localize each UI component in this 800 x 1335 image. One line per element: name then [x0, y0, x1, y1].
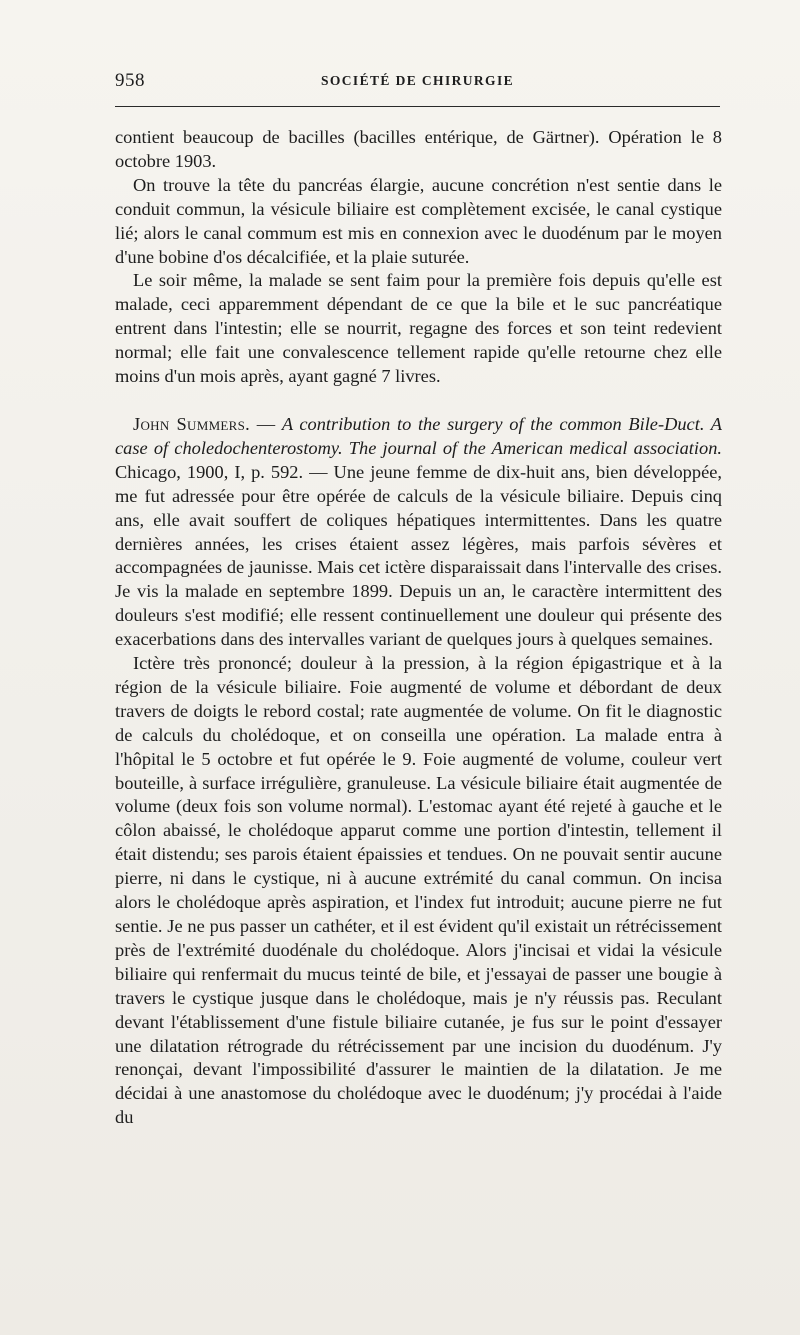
citation-source: Chicago, 1900, I, p. 592.	[115, 461, 304, 482]
page-header	[115, 70, 720, 94]
paragraph-operation: Ictère très prononcé; douleur à la pression, à la région épigastrique et à la région de la vésicule biliaire. Foie augmenté de volume et débordant de deux travers de doigts le rebord costal; rate augmentée de volume. On fit le diagnostic de calculs du cholédoque, et on conseilla une opération. La malade entra à l'hôpital le 5 octobre et fut opérée le 9. Foie augmenté de volume, couleur vert bouteille, à surface irrégulière, granuleuse. La vésicule biliaire était augmentée de volume (deux fois son volume normal). L'estomac ayant été rejeté à gauche et le côlon abaissé, le cholédoque apparut comme une portion d'intestin, tellement il était distendu; ses parois étaient épaissies et tendues. On ne pouvait sentir aucune pierre, ni dans le cystique, ni à aucune extrémité du canal commun. On incisa alors le cholédoque après aspiration, et l'index fut introduit; aucune pierre ne fut sentie. Je ne pus passer un cathéter, et il est évident qu'il existait un rétrécissement près de l'extrémité duodénale du cholédoque. Alors j'incisai et vidai la vésicule biliaire qui renfermait du mucus teinté de bile, et j'essayai de passer une bougie à travers le cystique jusque dans le cholédoque, mais je n'y réussis pas. Reculant devant l'établissement d'une fistule biliaire cutanée, je fus sur le point d'essayer une dilatation rétrograde du rétrécissement par une incision du duodénum. J'y renonçai, devant l'impossibilité d'assurer le maintien de la dilatation. Je me décidai à une anastomose du cholédoque avec le duodénum; j'y procédai à l'aide du	[115, 653, 722, 1128]
body-text	[115, 126, 722, 1130]
header-rule	[115, 106, 720, 107]
paragraph-continuation: contient beaucoup de bacilles (bacilles entérique, de Gärtner). Opération le 8 octobre 1903.	[115, 127, 722, 171]
page-number: 958	[115, 70, 145, 91]
case-description: — Une jeune femme de dix-huit ans, bien développée, me fut adressée pour être opérée de calculs de la vésicule biliaire. Depuis cinq ans, elle avait souffert de coliques hépatiques intermittentes. Dans les quatre dernières années, les crises étaient assez légères, mais parfois sévères et accompagnées de jaunisse. Mais cet ictère disparaissait dans l'intervalle des crises. Je vis la malade en septembre 1899. Depuis un an, le caractère intermittent des douleurs s'est modifié; elle ressent continuellement une douleur qui présente des exacerbations dans des intervalles variant de quelques jours à quelques semaines.	[115, 461, 722, 650]
citation-dash: —	[250, 413, 282, 434]
paragraph-evening: Le soir même, la malade se sent faim pour la première fois depuis qu'elle est malade, ceci apparemment dépendant de ce que la bile et le suc pancréatique entrent dans l'intestin; elle se nourrit, regagne des forces et son teint redevient normal; elle fait une convalescence tellement rapide qu'elle retourne chez elle moins d'un mois après, ayant gagné 7 livres.	[115, 270, 722, 387]
paragraph-pancreas: On trouve la tête du pancréas élargie, aucune concrétion n'est sentie dans le conduit commun, la vésicule biliaire est complètement excisée, le canal cystique lié; alors le canal commum est mis en connexion avec le duodénum par le moyen d'une bobine d'os décalcifiée, et la plaie suturée.	[115, 174, 722, 267]
running-title: SOCIÉTÉ DE CHIRURGIE	[320, 73, 515, 88]
citation-author: John Summers.	[133, 413, 251, 434]
paragraph-summers-case	[115, 413, 722, 652]
citation-title: A contribution to the surgery of the common Bile-Duct. A case of choledochenterostomy. The journal of the American medical association.	[115, 413, 723, 458]
